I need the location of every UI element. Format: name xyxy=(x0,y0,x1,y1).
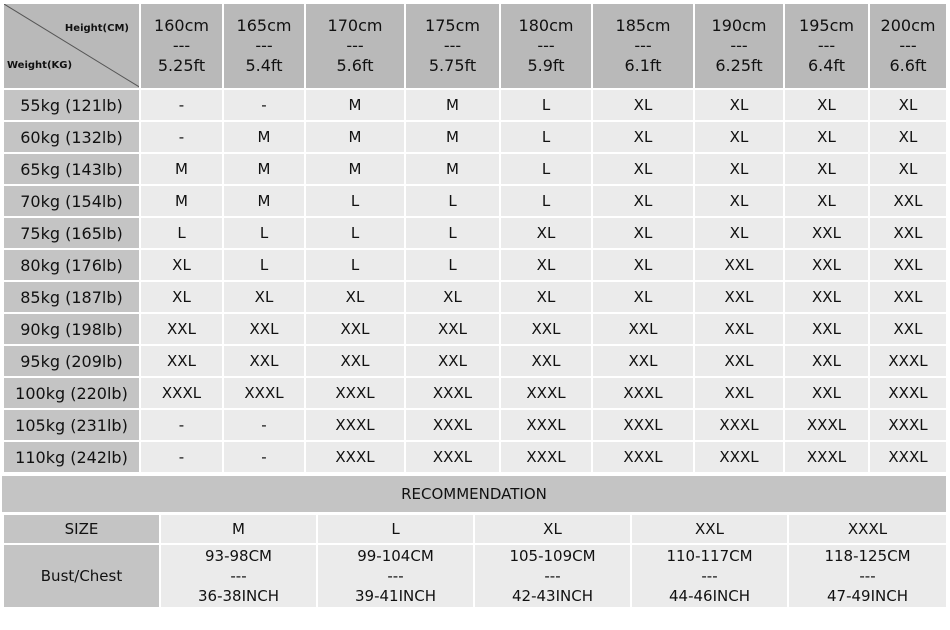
size-cell: XL xyxy=(869,89,947,121)
height-header-cell xyxy=(140,3,223,89)
size-cell: - xyxy=(223,441,305,473)
size-cell: XXXL xyxy=(694,441,784,473)
size-table xyxy=(2,2,948,474)
size-cell: M xyxy=(305,121,405,153)
bust-sep: --- xyxy=(230,567,247,585)
height-ft: 6.6ft xyxy=(889,56,927,75)
recommended-size: M xyxy=(160,514,317,544)
recommended-size: XL xyxy=(474,514,631,544)
size-cell: XXL xyxy=(784,345,869,377)
height-ft: 6.25ft xyxy=(715,56,763,75)
size-cell: XXL xyxy=(405,345,500,377)
size-cell: XXL xyxy=(869,249,947,281)
height-header-cell xyxy=(223,3,305,89)
size-cell: XXL xyxy=(305,345,405,377)
bust-measure xyxy=(317,544,474,608)
bust-sep: --- xyxy=(544,567,561,585)
table-row xyxy=(3,217,947,249)
size-label: SIZE xyxy=(3,514,160,544)
size-cell: XL xyxy=(784,185,869,217)
weight-cell: 70kg (154lb) xyxy=(3,185,140,217)
size-cell: XL xyxy=(305,281,405,313)
height-header-cell xyxy=(305,3,405,89)
height-header-cell xyxy=(592,3,694,89)
size-cell: XXL xyxy=(869,185,947,217)
bust-sep: --- xyxy=(859,567,876,585)
size-cell: - xyxy=(140,121,223,153)
size-cell: XL xyxy=(140,249,223,281)
weight-cell: 65kg (143lb) xyxy=(3,153,140,185)
size-cell: XL xyxy=(500,249,592,281)
size-cell: XXL xyxy=(869,313,947,345)
corner-diagonal xyxy=(4,4,140,88)
size-cell: M xyxy=(223,153,305,185)
bust-measure xyxy=(474,544,631,608)
table-row xyxy=(3,313,947,345)
size-cell: XXXL xyxy=(869,441,947,473)
size-cell: XL xyxy=(592,153,694,185)
bust-cm: 99-104CM xyxy=(357,547,434,565)
weight-cell: 95kg (209lb) xyxy=(3,345,140,377)
size-cell: XXL xyxy=(784,217,869,249)
table-row xyxy=(3,345,947,377)
size-cell: XXXL xyxy=(869,345,947,377)
weight-cell: 55kg (121lb) xyxy=(3,89,140,121)
size-cell: XXXL xyxy=(592,409,694,441)
size-cell: XXL xyxy=(784,249,869,281)
size-cell: - xyxy=(140,89,223,121)
bust-inch: 42-43INCH xyxy=(512,587,593,605)
bust-inch: 47-49INCH xyxy=(827,587,908,605)
bust-cm: 105-109CM xyxy=(509,547,596,565)
size-cell: M xyxy=(305,153,405,185)
size-cell: XL xyxy=(784,121,869,153)
size-cell: XXL xyxy=(592,345,694,377)
table-row xyxy=(3,441,947,473)
recommendation-title: RECOMMENDATION xyxy=(2,476,946,512)
size-cell: XL xyxy=(405,281,500,313)
size-cell: XXL xyxy=(405,313,500,345)
size-cell: XXXL xyxy=(305,409,405,441)
bust-row xyxy=(3,544,947,608)
table-row xyxy=(3,249,947,281)
size-cell: XXXL xyxy=(305,441,405,473)
bust-cm: 118-125CM xyxy=(824,547,911,565)
size-cell: XXXL xyxy=(500,409,592,441)
height-sep: --- xyxy=(730,36,748,55)
bust-cm: 93-98CM xyxy=(204,547,272,565)
size-cell: L xyxy=(500,153,592,185)
recommended-size: XXXL xyxy=(788,514,947,544)
corner-cell xyxy=(3,3,140,89)
height-header-cell xyxy=(869,3,947,89)
size-cell: L xyxy=(500,185,592,217)
height-ft: 5.6ft xyxy=(336,56,374,75)
size-cell: XXL xyxy=(869,217,947,249)
size-cell: L xyxy=(405,185,500,217)
size-cell: XL xyxy=(223,281,305,313)
size-cell: M xyxy=(223,121,305,153)
size-cell: XXXL xyxy=(405,377,500,409)
height-header-row xyxy=(3,3,947,89)
height-ft: 6.4ft xyxy=(807,56,846,75)
size-cell: L xyxy=(500,121,592,153)
height-header-cell xyxy=(784,3,869,89)
size-cell: XL xyxy=(592,89,694,121)
size-cell: XL xyxy=(694,121,784,153)
size-cell: XXXL xyxy=(305,377,405,409)
recommended-size: L xyxy=(317,514,474,544)
size-cell: XXL xyxy=(694,345,784,377)
size-row xyxy=(3,514,947,544)
size-cell: XL xyxy=(694,89,784,121)
size-cell: XXL xyxy=(500,313,592,345)
height-cm: 190cm xyxy=(711,16,767,35)
height-ft: 5.25ft xyxy=(157,56,206,75)
size-cell: XL xyxy=(140,281,223,313)
height-ft: 6.1ft xyxy=(624,56,662,75)
size-cell: M xyxy=(140,185,223,217)
size-cell: XXXL xyxy=(869,409,947,441)
size-cell: XXXL xyxy=(694,409,784,441)
size-cell: XL xyxy=(694,217,784,249)
size-cell: - xyxy=(140,409,223,441)
size-cell: XXL xyxy=(694,377,784,409)
size-cell: L xyxy=(305,185,405,217)
height-cm: 195cm xyxy=(799,16,854,35)
size-cell: XXXL xyxy=(223,377,305,409)
weight-cell: 80kg (176lb) xyxy=(3,249,140,281)
size-cell: XXXL xyxy=(140,377,223,409)
size-cell: XXXL xyxy=(500,377,592,409)
size-cell: XL xyxy=(592,121,694,153)
height-sep: --- xyxy=(537,36,555,55)
size-cell: L xyxy=(223,249,305,281)
size-cell: - xyxy=(223,89,305,121)
height-sep: --- xyxy=(899,36,917,55)
size-cell: XXL xyxy=(869,281,947,313)
size-cell: XXXL xyxy=(869,377,947,409)
table-row xyxy=(3,281,947,313)
size-cell: XXL xyxy=(223,345,305,377)
weight-cell: 85kg (187lb) xyxy=(3,281,140,313)
size-cell: XXL xyxy=(140,345,223,377)
height-ft: 5.4ft xyxy=(245,56,283,75)
height-header-cell xyxy=(500,3,592,89)
size-cell: - xyxy=(140,441,223,473)
size-cell: XL xyxy=(784,89,869,121)
table-row xyxy=(3,377,947,409)
bust-sep: --- xyxy=(701,567,718,585)
height-header-cell xyxy=(694,3,784,89)
weight-cell: 90kg (198lb) xyxy=(3,313,140,345)
size-cell: XXL xyxy=(784,281,869,313)
size-cell: XL xyxy=(592,217,694,249)
bust-measure xyxy=(631,544,788,608)
height-cm: 180cm xyxy=(518,16,574,35)
height-cm: 170cm xyxy=(327,16,383,35)
weight-cell: 75kg (165lb) xyxy=(3,217,140,249)
size-cell: M xyxy=(223,185,305,217)
size-cell: L xyxy=(305,249,405,281)
height-sep: --- xyxy=(255,36,273,55)
size-cell: XXXL xyxy=(784,441,869,473)
size-cell: M xyxy=(405,89,500,121)
recommended-size: XXL xyxy=(631,514,788,544)
size-cell: XXL xyxy=(694,249,784,281)
size-cell: M xyxy=(405,153,500,185)
size-cell: XXL xyxy=(223,313,305,345)
size-cell: XXXL xyxy=(500,441,592,473)
height-sep: --- xyxy=(817,36,836,55)
size-cell: XXL xyxy=(694,281,784,313)
size-cell: XL xyxy=(500,281,592,313)
size-cell: XL xyxy=(592,185,694,217)
size-chart xyxy=(2,2,946,626)
size-cell: XL xyxy=(784,153,869,185)
recommendation-table xyxy=(2,513,948,609)
size-cell: XL xyxy=(500,217,592,249)
bust-cm: 110-117CM xyxy=(666,547,753,565)
height-ft: 5.75ft xyxy=(428,56,477,75)
height-cm: 160cm xyxy=(154,16,209,35)
bust-inch: 39-41INCH xyxy=(355,587,436,605)
height-header-cell xyxy=(405,3,500,89)
size-cell: XL xyxy=(869,121,947,153)
bust-inch: 44-46INCH xyxy=(669,587,750,605)
size-cell: XXXL xyxy=(405,409,500,441)
size-cell: L xyxy=(405,249,500,281)
size-cell: XL xyxy=(869,153,947,185)
height-sep: --- xyxy=(346,36,364,55)
size-cell: XXL xyxy=(784,313,869,345)
size-cell: M xyxy=(140,153,223,185)
height-sep: --- xyxy=(634,36,652,55)
size-cell: XL xyxy=(592,249,694,281)
weight-cell: 60kg (132lb) xyxy=(3,121,140,153)
bust-label: Bust/Chest xyxy=(3,544,160,608)
size-cell: XXXL xyxy=(784,409,869,441)
size-cell: XXL xyxy=(140,313,223,345)
bust-inch: 36-38INCH xyxy=(198,587,279,605)
height-sep: --- xyxy=(443,36,462,55)
weight-cell: 110kg (242lb) xyxy=(3,441,140,473)
size-cell: XXXL xyxy=(405,441,500,473)
size-cell: M xyxy=(305,89,405,121)
height-axis-label: Height(CM) xyxy=(64,23,129,34)
size-cell: XXXL xyxy=(592,377,694,409)
table-row xyxy=(3,409,947,441)
weight-cell: 105kg (231lb) xyxy=(3,409,140,441)
weight-cell: 100kg (220lb) xyxy=(3,377,140,409)
height-cm: 165cm xyxy=(236,16,292,35)
size-cell: XXL xyxy=(592,313,694,345)
table-row xyxy=(3,89,947,121)
size-cell: XXL xyxy=(500,345,592,377)
table-row xyxy=(3,153,947,185)
size-cell: L xyxy=(140,217,223,249)
size-cell: L xyxy=(223,217,305,249)
height-cm: 200cm xyxy=(880,16,936,35)
size-cell: L xyxy=(500,89,592,121)
table-row xyxy=(3,185,947,217)
size-cell: L xyxy=(305,217,405,249)
size-cell: XXL xyxy=(784,377,869,409)
size-cell: XXXL xyxy=(592,441,694,473)
size-cell: L xyxy=(405,217,500,249)
height-cm: 175cm xyxy=(425,16,480,35)
height-sep: --- xyxy=(172,36,191,55)
bust-measure xyxy=(788,544,947,608)
height-ft: 5.9ft xyxy=(527,56,565,75)
size-cell: XL xyxy=(694,153,784,185)
size-cell: XL xyxy=(694,185,784,217)
table-row xyxy=(3,121,947,153)
size-cell: XL xyxy=(592,281,694,313)
size-cell: - xyxy=(223,409,305,441)
height-cm: 185cm xyxy=(615,16,671,35)
weight-axis-label: Weight(KG) xyxy=(7,60,73,71)
size-cell: XXL xyxy=(694,313,784,345)
size-cell: M xyxy=(405,121,500,153)
size-cell: XXL xyxy=(305,313,405,345)
bust-measure xyxy=(160,544,317,608)
bust-sep: --- xyxy=(387,567,404,585)
